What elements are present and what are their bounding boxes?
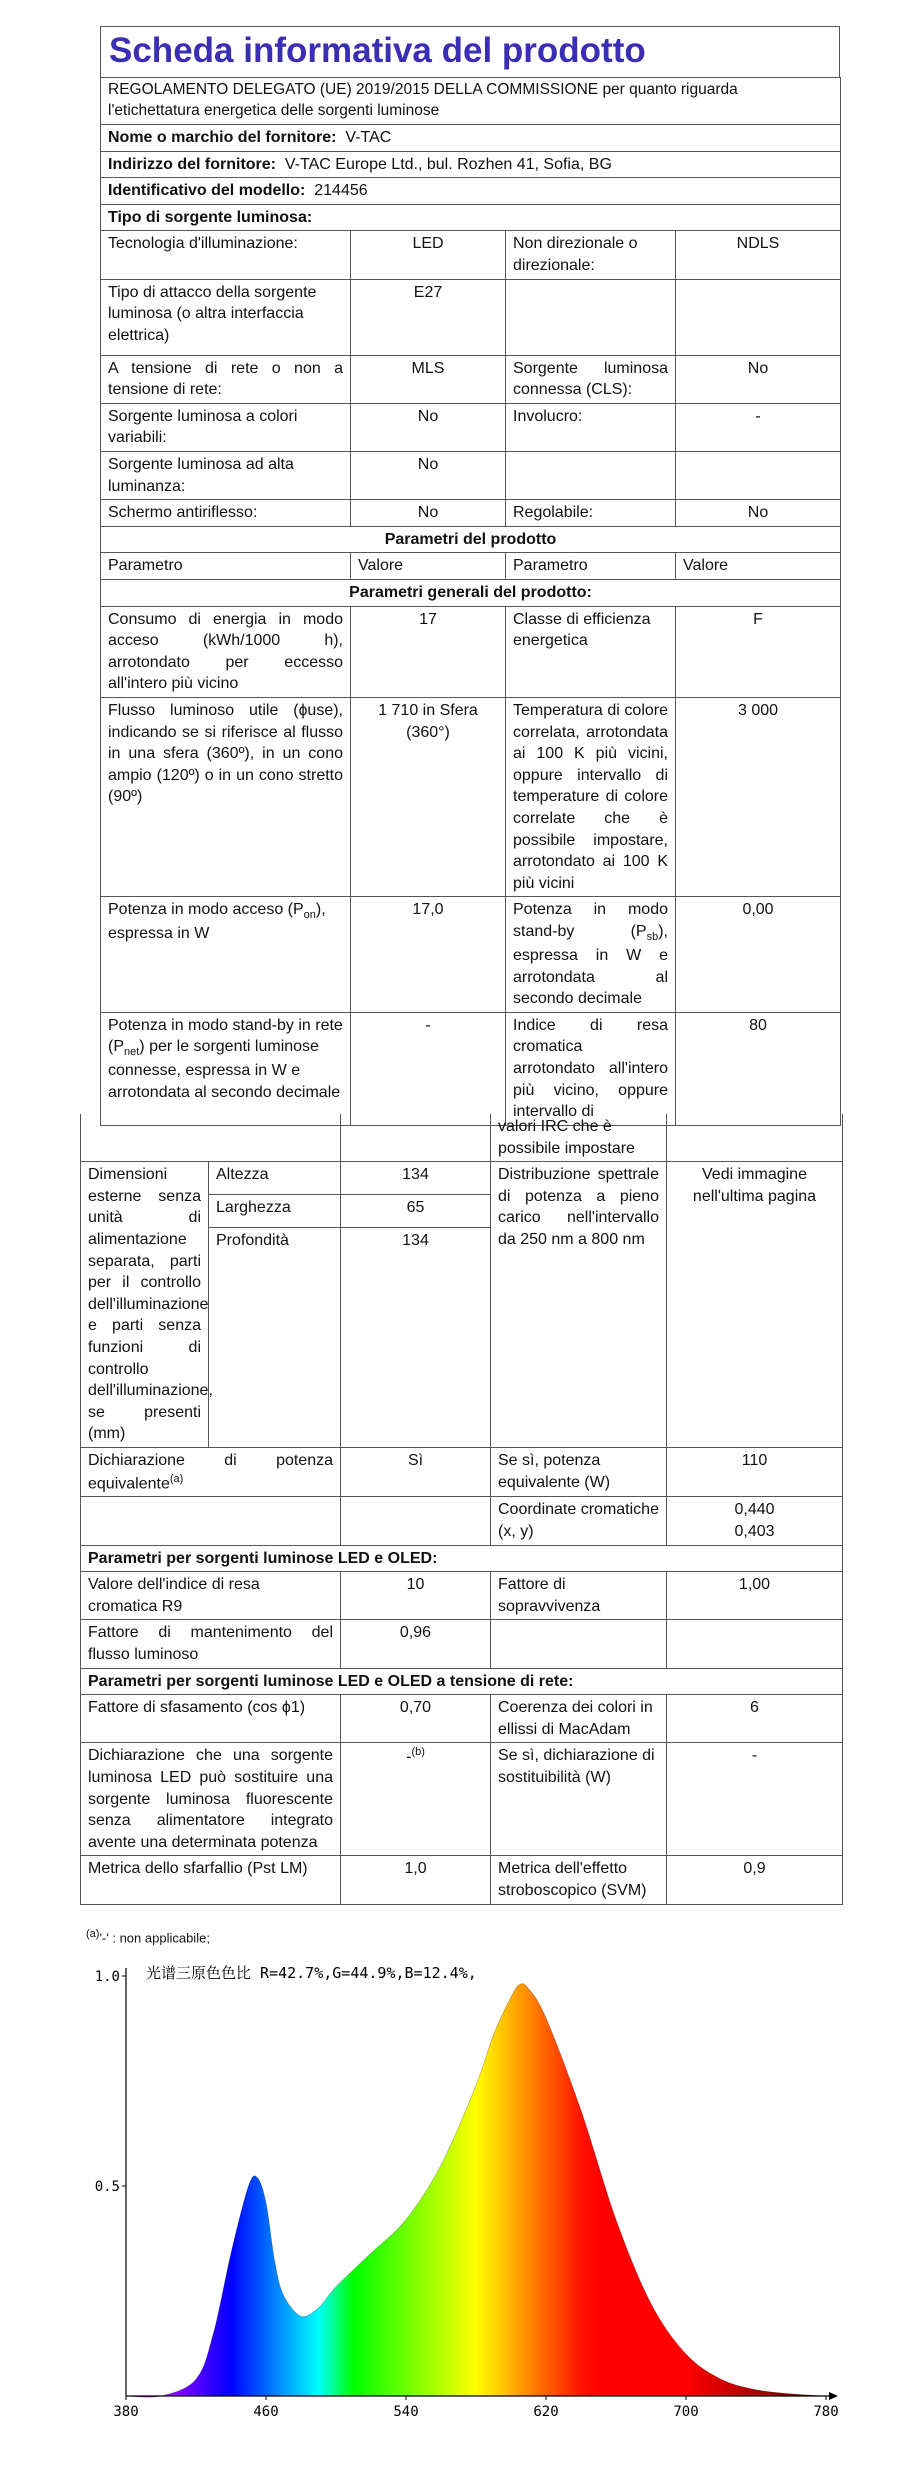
supplier-address-row	[101, 151, 841, 178]
table-row	[101, 231, 841, 279]
source-type-heading: Tipo di sorgente luminosa:	[101, 204, 841, 231]
cell-value: 110	[667, 1447, 843, 1497]
table-row	[101, 403, 841, 451]
cell-label: Non direzionale o direzionale:	[506, 231, 676, 279]
dimension-name: Profondità	[209, 1227, 341, 1447]
cell-label: Classe di efficienza energetica	[506, 606, 676, 697]
dimension-value: 134	[341, 1227, 491, 1447]
x-axis-arrow	[829, 2392, 838, 2400]
chroma-y: 0,403	[734, 1523, 775, 1541]
table-row	[81, 1114, 843, 1162]
dimension-name: Larghezza	[209, 1195, 341, 1228]
table-row	[81, 1856, 843, 1904]
footnote: $^{(a)}$'-' : non applicabile;	[86, 1928, 210, 1946]
cell-value: -	[676, 403, 841, 451]
cell-empty	[506, 452, 676, 500]
cell-value: 0,70	[341, 1695, 491, 1743]
cell-value: Sì	[341, 1447, 491, 1497]
cell-label: Se sì, dichiarazione di sostituibilità (W)	[491, 1743, 667, 1856]
cell-empty	[676, 452, 841, 500]
cell-value: 1,00	[667, 1572, 843, 1620]
dimensions-label: Dimensioni esterne senza unità di alimentazione separata, parti per il controllo dell'illuminazione e parti senza funzioni di controllo dell'illuminazione, se presenti (mm)	[81, 1162, 209, 1448]
chart-title: 光谱三原色色比 R=42.7%,G=44.9%,B=12.4%,	[146, 1964, 477, 1982]
cell-label: Flusso luminoso utile (ɸuse), indicando se si riferisce al flusso in una sfera (360º), in un cono ampio (120º) o in un cono stretto (90º)	[101, 697, 351, 896]
cell-value: 17,0	[351, 897, 506, 1012]
page-title: Scheda informativa del prodotto	[100, 26, 840, 77]
model-id-value: 214456	[314, 182, 368, 200]
table-row	[81, 1162, 843, 1195]
x-tick-label: 700	[673, 2404, 699, 2420]
cell-label: Fattore di sfasamento (cos ϕ1)	[81, 1695, 341, 1743]
x-tick-label: 540	[393, 2404, 419, 2420]
cell-value: 0,96	[341, 1620, 491, 1668]
model-id-row	[101, 178, 841, 205]
table-row	[101, 1012, 841, 1125]
cell-empty	[341, 1114, 491, 1162]
table-row	[101, 897, 841, 1012]
table-row	[101, 279, 841, 355]
cell-label: Involucro:	[506, 403, 676, 451]
cell-label: Temperatura di colore correlata, arrotondata ai 100 K più vicini, oppure intervallo di temperature di colore correlate che è possibile impostare, arrotondato ai 100 K più vicini	[506, 697, 676, 896]
cell-label: A tensione di rete o non a tensione di rete:	[101, 355, 351, 403]
cell-label: Sorgente luminosa a colori variabili:	[101, 403, 351, 451]
cell-value: MLS	[351, 355, 506, 403]
cell-value: No	[351, 500, 506, 527]
cell-empty	[81, 1114, 341, 1162]
sheet-table-part2-wrapper	[80, 1114, 842, 1905]
cell-value: No	[676, 500, 841, 527]
cell-empty	[667, 1114, 843, 1162]
cell-label: Fattore di mantenimento del flusso luminoso	[81, 1620, 341, 1668]
y-tick-label: 1.0	[94, 1969, 120, 1985]
cell-label: Valore dell'indice di resa cromatica R9	[81, 1572, 341, 1620]
cell-value: -	[667, 1743, 843, 1856]
cell-value: 1 710 in Sfera (360°)	[351, 697, 506, 896]
led-heading: Parametri per sorgenti luminose LED e OLED:	[81, 1545, 843, 1572]
cell-label: Indice di resa cromatica arrotondato all'intero più vicino, oppure intervallo di	[506, 1012, 676, 1125]
regulation-text: REGOLAMENTO DELEGATO (UE) 2019/2015 DELLA COMMISSIONE per quanto riguarda l'etichettatura energetica delle sorgenti luminose	[101, 78, 841, 125]
cell-value: No	[351, 403, 506, 451]
supplier-name-label: Nome o marchio del fornitore:	[108, 129, 337, 147]
supplier-name-value: V-TAC	[345, 129, 392, 147]
dimension-value: 65	[341, 1195, 491, 1228]
table-row	[81, 1695, 843, 1743]
cell-value: 6	[667, 1695, 843, 1743]
cell-value: NDLS	[676, 231, 841, 279]
table-row	[81, 1447, 843, 1497]
column-headers	[101, 553, 841, 580]
cell-value: 17	[351, 606, 506, 697]
cell-value: 10	[341, 1572, 491, 1620]
table-row	[81, 1497, 843, 1545]
supplier-address-label: Indirizzo del fornitore:	[108, 155, 276, 173]
x-tick-label: 620	[533, 2404, 559, 2420]
cell-value: F	[676, 606, 841, 697]
cell-value: LED	[351, 231, 506, 279]
cell-label: Metrica dell'effetto stroboscopico (SVM)	[491, 1856, 667, 1904]
mains-heading: Parametri per sorgenti luminose LED e OLED a tensione di rete:	[81, 1668, 843, 1695]
cell-value: 3 000	[676, 697, 841, 896]
cell-label: Coerenza dei colori in ellissi di MacAdam	[491, 1695, 667, 1743]
chart-plot-area	[95, 1964, 839, 2420]
y-tick-label: 0.5	[94, 2179, 120, 2195]
col-header: Valore	[676, 553, 841, 580]
spd-value: Vedi immagine nell'ultima pagina	[667, 1162, 843, 1448]
cell-label: Tipo di attacco della sorgente luminosa (o altra interfaccia elettrica)	[101, 279, 351, 355]
cell-value: 0,00	[676, 897, 841, 1012]
cell-label: Sorgente luminosa connessa (CLS):	[506, 355, 676, 403]
cell-value	[667, 1497, 843, 1545]
spd-label: Distribuzione spettrale di potenza a pieno carico nell'intervallo da 250 nm a 800 nm	[491, 1162, 667, 1448]
cell-value: No	[676, 355, 841, 403]
table-row	[101, 697, 841, 896]
table-row	[101, 355, 841, 403]
cell-value: -	[351, 1012, 506, 1125]
cell-label: Dichiarazione che una sorgente luminosa LED può sostituire una sorgente luminosa fluorescente senza alimentatore integrato avente una determinata potenza	[81, 1743, 341, 1856]
cell-label: Metrica dello sfarfallio (Pst LM)	[81, 1856, 341, 1904]
cell-label: Fattore di sopravvivenza	[491, 1572, 667, 1620]
table-row	[101, 452, 841, 500]
cell-label: Potenza in modo stand-by in rete $(P_{net})$ per le sorgenti luminose connesse, espressa in W e arrotondata al secondo decimale	[101, 1012, 351, 1125]
sheet-table-part1	[100, 77, 841, 1125]
table-row	[101, 500, 841, 527]
cell-value: 80	[676, 1012, 841, 1125]
chroma-x: 0,440	[734, 1501, 775, 1519]
cell-label: valori IRC che è possibile impostare	[491, 1114, 667, 1162]
cell-label: Consumo di energia in modo acceso (kWh/1000 h), arrotondato per eccesso all'intero più vicino	[101, 606, 351, 697]
table-row	[101, 606, 841, 697]
cell-label: Se sì, potenza equivalente (W)	[491, 1447, 667, 1497]
cell-empty	[667, 1620, 843, 1668]
cell-label: Regolabile:	[506, 500, 676, 527]
cell-label: Potenza in modo acceso $(P_{on})$, espressa in W	[101, 897, 351, 1012]
cell-label: Schermo antiriflesso:	[101, 500, 351, 527]
cell-label: Potenza in modo stand-by $(P_{sb})$, espressa in W e arrotondata al secondo decimale	[506, 897, 676, 1012]
col-header: Parametro	[101, 553, 351, 580]
sheet-table-part2	[80, 1114, 843, 1905]
cell-label: Coordinate cromatiche (x, y)	[491, 1497, 667, 1545]
cell-empty	[341, 1497, 491, 1545]
table-row	[81, 1620, 843, 1668]
col-header: Parametro	[506, 553, 676, 580]
table-row	[81, 1743, 843, 1856]
spectrum-chart	[80, 1950, 860, 2420]
cell-empty	[676, 279, 841, 355]
cell-value: -$^{(b)}$	[341, 1743, 491, 1856]
cell-empty	[81, 1497, 341, 1545]
cell-empty	[506, 279, 676, 355]
cell-value: 1,0	[341, 1856, 491, 1904]
cell-label: Dichiarazione di potenza equivalente$^{(a)}$	[81, 1447, 341, 1497]
table-row	[81, 1572, 843, 1620]
x-tick-label: 380	[113, 2404, 139, 2420]
cell-empty	[491, 1620, 667, 1668]
dimension-name: Altezza	[209, 1162, 341, 1195]
cell-value: No	[351, 452, 506, 500]
col-header: Valore	[351, 553, 506, 580]
supplier-name-row	[101, 125, 841, 152]
dimension-value: 134	[341, 1162, 491, 1195]
product-info-sheet	[100, 26, 840, 1126]
general-heading: Parametri generali del prodotto:	[101, 580, 841, 607]
cell-label: Tecnologia d'illuminazione:	[101, 231, 351, 279]
params-heading: Parametri del prodotto	[101, 526, 841, 553]
spectrum-area	[126, 1984, 826, 2398]
cell-value: E27	[351, 279, 506, 355]
cell-label: Sorgente luminosa ad alta luminanza:	[101, 452, 351, 500]
supplier-address-value: V-TAC Europe Ltd., bul. Rozhen 41, Sofia, BG	[284, 155, 612, 173]
x-tick-label: 460	[253, 2404, 279, 2420]
cell-value: 0,9	[667, 1856, 843, 1904]
x-tick-label: 780	[813, 2404, 839, 2420]
model-id-label: Identificativo del modello:	[108, 182, 306, 200]
